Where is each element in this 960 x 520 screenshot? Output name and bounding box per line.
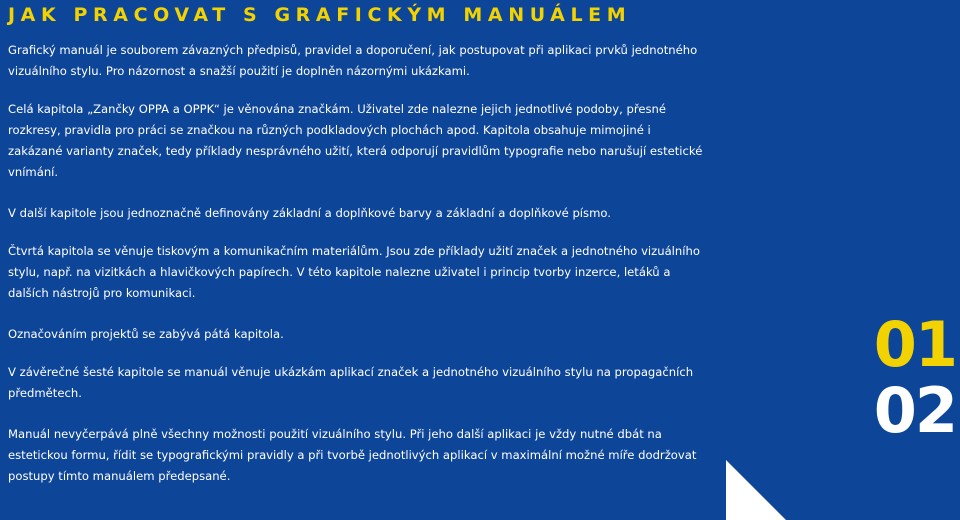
page-title: JAK PRACOVAT S GRAFICKÝM MANUÁLEM	[8, 4, 632, 26]
page-number-right: 02	[873, 374, 956, 447]
paragraph-intro: Grafický manuál je souborem závazných předpisů, pravidel a doporučení, jak postupovat při aplikaci prvků jednotného vizuálního stylu. Pro názornost a snažší použití je doplněn názornými ukázkami.	[8, 43, 698, 78]
paragraph-colors-chapter: V další kapitole jsou jednoznačně definovány základní a doplňkové barvy a základní a doplňkové písmo.	[8, 206, 611, 220]
paragraph-print-chapter: Čtvrtá kapitola se věnuje tiskovým a komunikačním materiálům. Jsou zde příklady užití značek a jednotného vizuálního stylu, např. na vizitkách a hlavičkových papírech. V této kapitole nalezne uživatel i princip tvorby inzerce, letáků a dalších nástrojů pro komunikaci.	[8, 244, 700, 300]
paragraph-promo-chapter: V závěrečné šesté kapitole se manuál věnuje ukázkám aplikací značek a jednotného vizuálního stylu na propagačních předmětech.	[8, 365, 694, 400]
corner-triangle-decoration	[726, 460, 786, 520]
page-number-left: 01	[873, 308, 956, 381]
paragraph-projects-chapter: Označováním projektů se zabývá pátá kapitola.	[8, 327, 284, 341]
paragraph-logos-chapter: Celá kapitola „Zančky OPPA a OPPK“ je věnována značkám. Uživatel zde nalezne jejich jednotlivé podoby, přesné rozkresy, pravidla pro práci se značkou na různých podkladových plochách apod. Kapitola obsahuje mimojiné i zakázané varianty značek, tedy příklady nesprávného užití, která odporují pravidlům typografie nebo narušují estetické vnímání.	[8, 102, 703, 179]
manual-intro-text	[8, 40, 708, 507]
paragraph-closing: Manuál nevyčerpává plně všechny možnosti použití vizuálního stylu. Při jeho další aplikaci je vždy nutné dbát na estetickou formu, řídit se typografickými pravidly a při tvorbě jednotlivých aplikací v maximální možné míře dodržovat postupy tímto manuálem předepsané.	[8, 427, 697, 483]
